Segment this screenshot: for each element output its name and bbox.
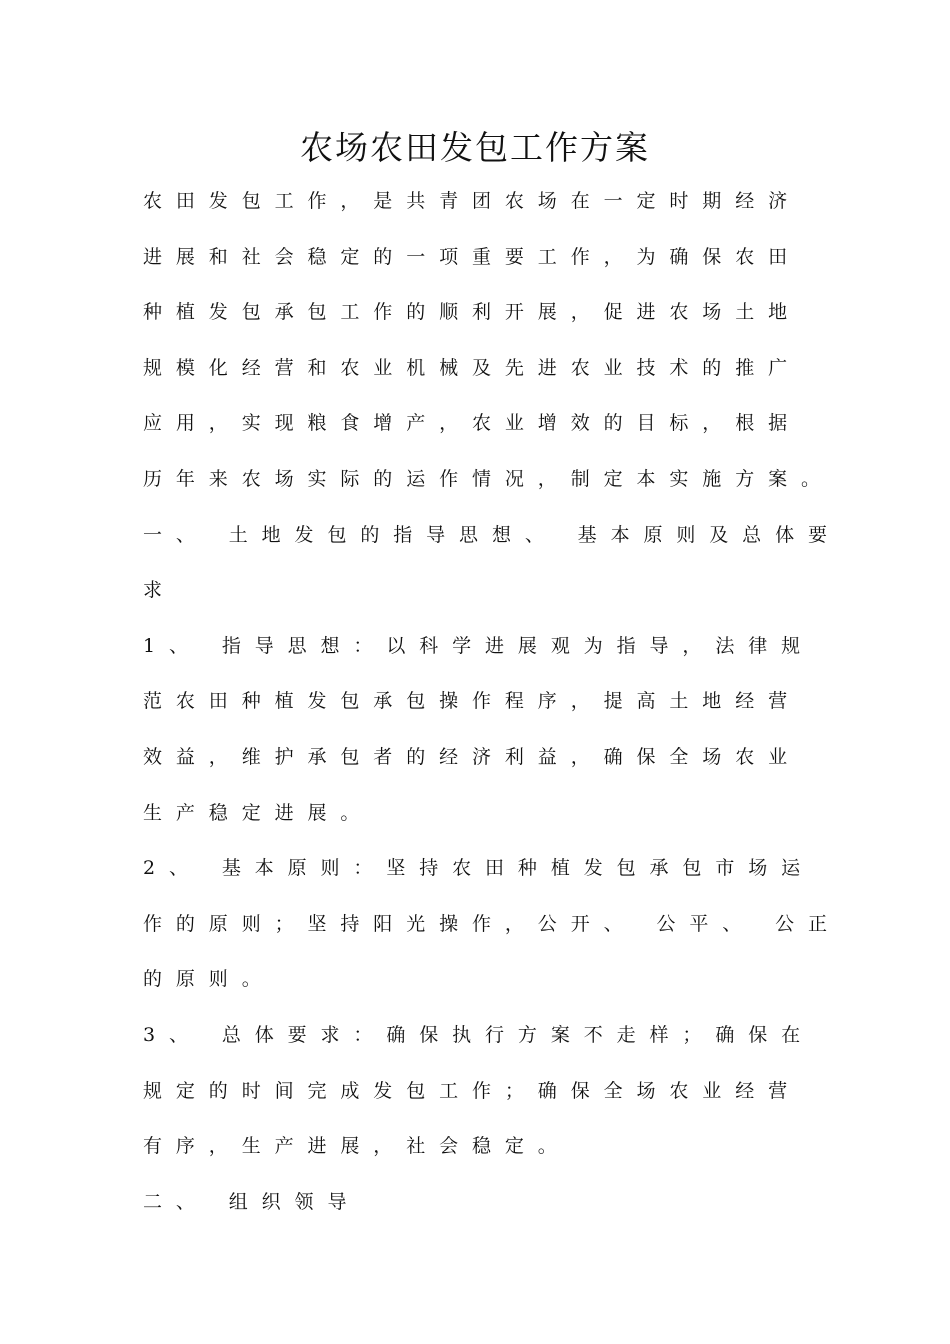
body-line: 生产稳定进展。 xyxy=(143,801,374,824)
body-line: 2、 基本原则：坚持农田种植发包承包市场运 xyxy=(143,857,815,880)
body-line: 农田发包工作，是共青团农场在一定时期经济 xyxy=(143,190,802,212)
body-line: 3、 总体要求：确保执行方案不走样；确保在 xyxy=(143,1023,815,1046)
body-line: 进展和社会稳定的一项重要工作，为确保农田 xyxy=(143,245,802,268)
body-line: 应用，实现粮食增产，农业增效的目标，根据 xyxy=(143,412,802,435)
body-line: 范农田种植发包承包操作程序，提高土地经营 xyxy=(143,690,802,713)
body-line: 有序，生产进展，社会稳定。 xyxy=(143,1135,571,1158)
body-line: 规定的时间完成发包工作；确保全场农业经营 xyxy=(143,1079,802,1102)
body-line: 作的原则；坚持阳光操作，公开、 公平、 公正 xyxy=(143,912,841,935)
document-title: 农场农田发包工作方案 xyxy=(300,128,650,167)
document-body xyxy=(143,182,841,1238)
body-line: 的原则。 xyxy=(143,968,275,991)
body-line: 效益，维护承包者的经济利益，确保全场农业 xyxy=(143,745,802,768)
body-line: 历年来农场实际的运作情况，制定本实施方案。 xyxy=(143,467,834,490)
section-heading: 二、 组织领导 xyxy=(143,1190,361,1213)
section-heading: 一、 土地发包的指导思想、 基本原则及总体要 xyxy=(143,523,841,546)
body-line: 种植发包承包工作的顺利开展，促进农场土地 xyxy=(143,301,802,324)
section-heading-cont: 求 xyxy=(143,579,176,602)
body-line: 1、 指导思想：以科学进展观为指导，法律规 xyxy=(143,634,815,657)
body-line: 规模化经营和农业机械及先进农业技术的推广 xyxy=(143,356,802,379)
